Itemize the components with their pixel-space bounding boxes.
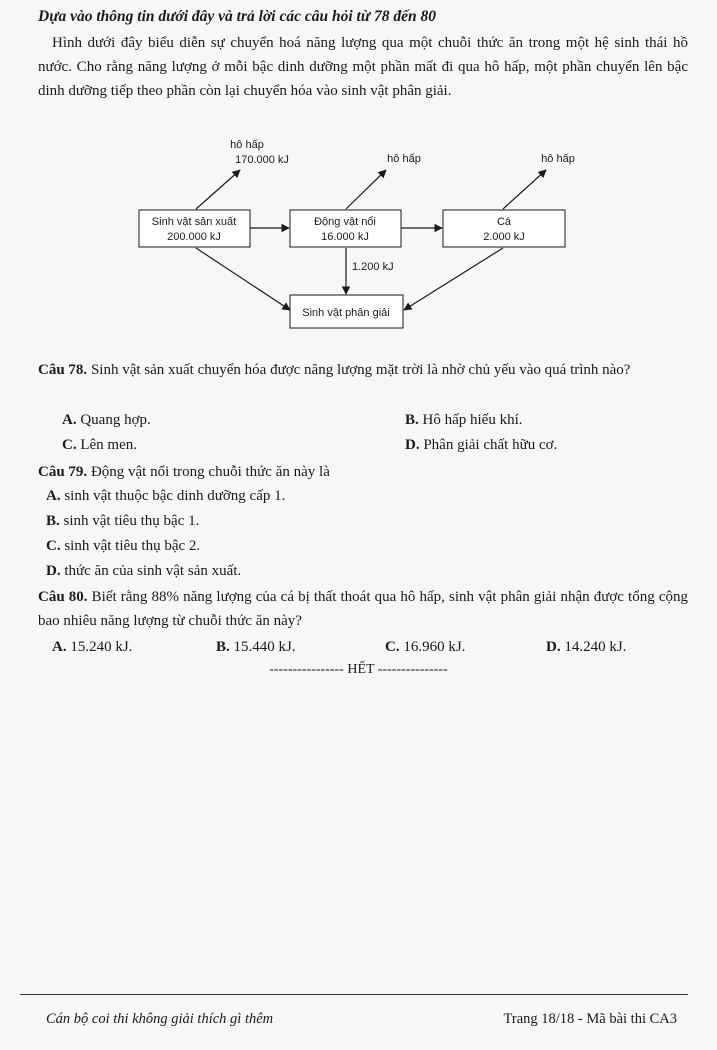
arrow-producer-to-decomposer — [196, 248, 290, 310]
footer-note: Cán bộ coi thi không giải thích gì thêm — [46, 1011, 274, 1027]
producer-name: Sinh vật sản xuất — [151, 216, 237, 228]
q79-option-a: A. sinh vật thuộc bậc dinh dưỡng cấp 1. — [46, 488, 286, 504]
q78-option-b: B. Hô hấp hiếu khí. — [405, 412, 523, 428]
instruction-heading: Dựa vào thông tin dưới đây và trả lời các câu hỏi từ 78 đến 80 — [38, 8, 436, 25]
zooplankton-energy: 16.000 kJ — [321, 231, 369, 243]
q80-text: Biết rằng 88% năng lượng của cá bị thất thoát qua hô hấp, sinh vật phân giải nhận được tổng cộng bao nhiêu năng lượng từ chuỗi thức ăn này? — [38, 589, 688, 629]
fish-energy: 2.000 kJ — [483, 231, 525, 243]
q79-text: Động vật nổi trong chuỗi thức ăn này là — [87, 464, 330, 480]
energy-flow-diagram — [0, 130, 717, 340]
q78-text: Sinh vật sản xuất chuyển hóa được năng lượng mặt trời là nhờ chủ yếu vào quá trình nào? — [87, 362, 631, 378]
arrow-fish-respiration — [503, 170, 546, 209]
footer-page-info: Trang 18/18 - Mã bài thi CA3 — [503, 1011, 677, 1027]
question-79 — [38, 460, 330, 484]
resp2-label: hô hấp — [387, 153, 421, 165]
arrow-zooplankton-respiration — [346, 170, 386, 209]
intro-paragraph: Hình dưới đây biểu diễn sự chuyển hoá năng lượng qua một chuỗi thức ăn trong một hệ sinh thái hồ nước. Cho rằng năng lượng ở mỗi bậc dinh dưỡng một phần mất đi qua hô hấp, một phần chuyển lên bậc dinh dưỡng tiếp theo phần còn lại chuyển hóa vào sinh vật phân giải. — [38, 35, 688, 99]
q79-option-c: C. sinh vật tiêu thụ bậc 2. — [46, 538, 201, 554]
q80-option-b: B. 15.440 kJ. — [216, 639, 296, 655]
resp3-label: hô hấp — [541, 153, 575, 165]
q80-option-a: A. 15.240 kJ. — [52, 639, 133, 655]
fish-name: Cá — [496, 216, 512, 228]
q78-option-d: D. Phân giải chất hữu cơ. — [405, 437, 558, 453]
arrow-fish-to-decomposer — [404, 248, 503, 310]
q79-option-b: B. sinh vật tiêu thụ bậc 1. — [46, 513, 200, 529]
decomp-flow-label: 1.200 kJ — [352, 261, 394, 273]
q80-number: Câu 80. — [38, 589, 88, 605]
resp1-label: hô hấp — [230, 139, 264, 151]
q78-option-a: A. Quang hợp. — [62, 412, 151, 428]
producer-energy: 200.000 kJ — [167, 231, 221, 243]
zooplankton-name: Động vật nổi — [314, 216, 376, 228]
arrow-producer-respiration — [196, 170, 240, 209]
resp1-value: 170.000 kJ — [235, 154, 289, 166]
q78-option-c: C. Lên men. — [62, 437, 137, 453]
footer-divider — [20, 994, 688, 995]
q79-option-d: D. thức ăn của sinh vật sản xuất. — [46, 563, 242, 579]
q78-number: Câu 78. — [38, 362, 88, 378]
decomposer-name: Sinh vật phân giải — [302, 307, 390, 319]
q80-option-d: D. 14.240 kJ. — [546, 639, 627, 655]
end-mark: ---------------- HẾT --------------- — [269, 662, 448, 677]
question-80 — [38, 585, 688, 633]
q79-number: Câu 79. — [38, 464, 88, 480]
question-78 — [38, 358, 688, 382]
q80-option-c: C. 16.960 kJ. — [385, 639, 466, 655]
